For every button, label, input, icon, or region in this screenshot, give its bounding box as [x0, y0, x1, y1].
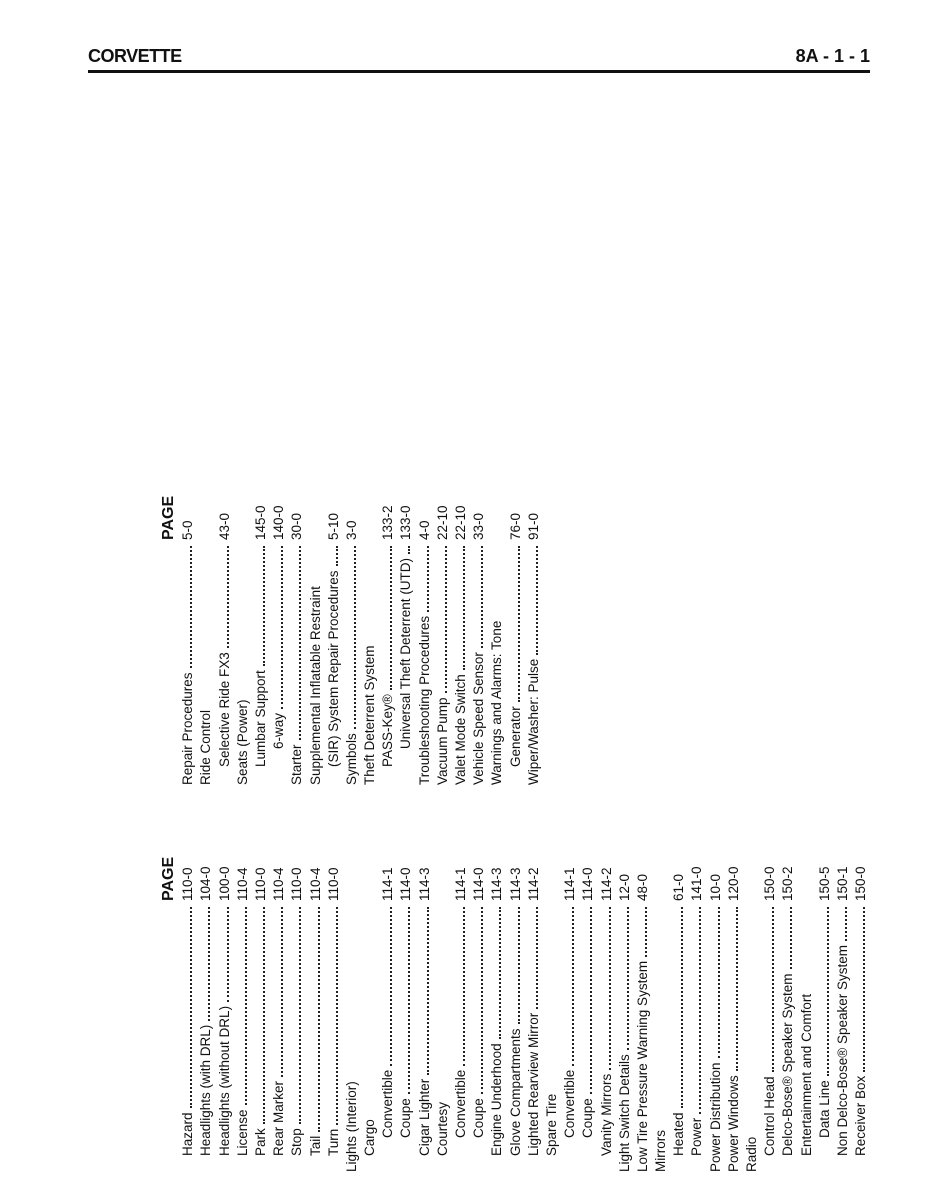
index-entry-label: Theft Deterrent System — [362, 645, 378, 785]
index-entry-page: 114-3 — [489, 867, 505, 901]
index-entry-page: 91-0 — [525, 512, 541, 540]
index-entry-label: Valet Mode Switch — [453, 674, 469, 785]
index-entry-label: License — [234, 1109, 250, 1156]
index-entry — [416, 831, 434, 1156]
index-entry-label: Spare Tire — [543, 1093, 559, 1156]
index-entry-label: Selective Ride FX3 — [216, 652, 232, 767]
index-column-1 — [160, 831, 870, 1172]
index-entry — [288, 470, 306, 785]
index-entry-label: Cigar Lighter — [416, 1078, 432, 1156]
index-entry — [416, 470, 434, 785]
index-entry-label: PASS-Key® — [380, 694, 396, 767]
dot-leader — [645, 907, 647, 957]
index-entry-label: Delco-Bose® Speaker System — [780, 973, 796, 1156]
index-entry-label: Repair Procedures — [180, 672, 196, 785]
dot-leader — [227, 907, 229, 1002]
page-header — [88, 46, 870, 73]
dot-leader — [772, 907, 774, 1072]
index-entry — [834, 831, 852, 1156]
index-entry — [197, 470, 215, 785]
index-entry-page: 114-2 — [598, 867, 614, 901]
index-entry-label: Power Windows — [725, 1075, 741, 1172]
index-entry-page: 114-1 — [562, 867, 578, 901]
index-entry — [670, 831, 688, 1156]
index-entry — [216, 470, 234, 785]
index-entry — [288, 831, 306, 1156]
page-column-heading — [160, 831, 178, 1156]
dot-leader — [208, 907, 210, 1021]
index-entry-label: Symbols — [343, 733, 359, 785]
index-entry — [361, 831, 379, 1156]
index-entry-label: Glove Compartments — [507, 1028, 523, 1156]
index-entry-page: 114-3 — [507, 867, 523, 901]
dot-leader — [390, 907, 392, 1066]
index-entry-label: Ride Control — [198, 709, 214, 785]
index-entry — [507, 831, 525, 1156]
index-entry-page: 10-0 — [707, 873, 723, 901]
index-entry-page: 110-0 — [180, 867, 196, 901]
index-entry-label: Stop — [289, 1128, 305, 1156]
index-entry — [816, 831, 834, 1156]
index-entry-page: 100-0 — [216, 866, 232, 901]
index-entry-label: Universal Theft Deterrent (UTD) — [398, 558, 414, 749]
index-entry — [325, 470, 343, 785]
index-entry — [579, 831, 597, 1156]
dot-leader — [354, 546, 356, 729]
index-entry-page: 114-0 — [580, 867, 596, 901]
dot-leader — [445, 546, 447, 693]
dot-leader — [427, 907, 429, 1075]
dot-leader — [408, 907, 410, 1094]
dot-leader — [281, 546, 283, 709]
index-entry-label: Generator — [507, 706, 523, 767]
index-entry — [798, 831, 816, 1156]
index-entry-page: 150-2 — [780, 866, 796, 901]
index-entry-page: 5-10 — [325, 512, 341, 540]
dot-leader — [408, 546, 410, 554]
dot-leader — [481, 907, 483, 1094]
index-entry-page: 22-10 — [453, 505, 469, 540]
index-entry — [725, 831, 743, 1172]
index-entry-page: 145-0 — [252, 505, 268, 540]
index-entry-label: Coupe — [580, 1098, 596, 1138]
index-entry — [561, 831, 579, 1156]
index-entry-page: 114-3 — [416, 867, 432, 901]
dot-leader — [845, 907, 847, 941]
index-column-2 — [160, 470, 543, 785]
page-heading-label: PAGE — [160, 856, 177, 901]
index-entry-label: Wiper/Washer: Pulse — [525, 658, 541, 785]
index-entry-label: Coupe — [398, 1098, 414, 1138]
index-entry-page: 33-0 — [471, 512, 487, 540]
dot-leader — [481, 546, 483, 648]
index-entry-page: 120-0 — [725, 866, 741, 901]
index-entry-page: 114-1 — [380, 867, 396, 901]
index-entry-label: Rear Marker — [271, 1080, 287, 1156]
index-entry — [598, 831, 616, 1156]
dot-leader — [572, 907, 574, 1066]
index-entry — [488, 470, 506, 785]
index-entry — [270, 831, 288, 1156]
index-entry-page: 76-0 — [507, 512, 523, 540]
index-entry-label: Starter — [289, 744, 305, 785]
index-entry-label: Hazard — [180, 1112, 196, 1156]
dot-leader — [263, 546, 265, 666]
dot-leader — [627, 907, 629, 1050]
index-entry — [543, 831, 561, 1156]
index-entry — [197, 831, 215, 1156]
index-entry-page: 150-5 — [816, 866, 832, 901]
index-entry — [525, 470, 543, 785]
dot-leader — [590, 907, 592, 1094]
dot-leader — [736, 907, 738, 1071]
dot-leader — [463, 907, 465, 1066]
dot-leader — [336, 907, 338, 1125]
index-entry — [743, 831, 761, 1172]
index-entry-label: Non Delco-Bose® Speaker System — [834, 944, 850, 1156]
index-entry — [270, 470, 288, 785]
index-entry-label: Supplemental Inflatable Restraint — [307, 586, 323, 785]
index-entry — [307, 831, 325, 1156]
index-entry — [852, 831, 870, 1156]
index-entry — [488, 831, 506, 1156]
dot-leader — [463, 546, 465, 670]
dot-leader — [190, 907, 192, 1108]
index-entry-label: Radio — [744, 1136, 760, 1172]
section-page-number: 8A - 1 - 1 — [795, 46, 870, 66]
dot-leader — [699, 907, 701, 1114]
index-entry-page: 150-0 — [853, 866, 869, 901]
index-entry-page: 61-0 — [671, 873, 687, 901]
index-entry-label: Headlights (without DRL) — [216, 1005, 232, 1156]
dot-leader — [336, 546, 338, 566]
index-entry-page: 104-0 — [198, 866, 214, 901]
index-entry — [525, 831, 543, 1156]
index-entry-page: 110-4 — [307, 867, 323, 901]
dot-leader — [299, 907, 301, 1124]
dot-leader — [518, 546, 520, 702]
index-entry-label: Data Line — [816, 1080, 832, 1138]
index-entry — [434, 831, 452, 1156]
dot-leader — [227, 546, 229, 648]
index-entry-label: Convertible — [562, 1069, 578, 1138]
index-entry — [634, 831, 652, 1172]
index-entry — [234, 470, 252, 785]
index-entry-label: Tail — [307, 1135, 323, 1156]
index-entry-label: 6-way — [271, 712, 287, 749]
index-entry-label: Convertible — [380, 1069, 396, 1138]
dot-leader — [299, 546, 301, 740]
index-entry-page: 30-0 — [289, 512, 305, 540]
index-entry-label: Cargo — [362, 1119, 378, 1156]
index-entry-label: (SIR) System Repair Procedures — [325, 570, 341, 767]
index-entry-label: Receiver Box — [853, 1075, 869, 1156]
index-entry-page: 48-0 — [634, 873, 650, 901]
index-entry — [616, 831, 634, 1172]
index-entry-page: 141-0 — [689, 866, 705, 901]
index-entry-page: 150-1 — [834, 866, 850, 901]
index-entry-label: Convertible — [453, 1069, 469, 1138]
index-entry-label: Courtesy — [434, 1101, 450, 1156]
index-entry-page: 4-0 — [416, 520, 432, 540]
index-entry-page: 150-0 — [762, 866, 778, 901]
dot-leader — [536, 546, 538, 655]
index-entry-label: Lumbar Support — [252, 670, 268, 767]
dot-leader — [827, 907, 829, 1076]
dot-leader — [790, 907, 792, 969]
index-entry-label: Vehicle Speed Sensor — [471, 652, 487, 785]
dot-leader — [281, 907, 283, 1077]
index-entry-page: 140-0 — [271, 505, 287, 540]
page-heading-label: PAGE — [160, 495, 177, 540]
dot-leader — [718, 907, 720, 1058]
index-entry — [452, 470, 470, 785]
index-entry — [688, 831, 706, 1156]
dot-leader — [245, 907, 247, 1105]
index-entry-page: 133-0 — [398, 505, 414, 540]
dot-leader — [499, 907, 501, 1039]
dot-leader — [681, 907, 683, 1108]
index-entry-label: Vacuum Pump — [434, 697, 450, 785]
index-entry-label: Control Head — [762, 1076, 778, 1156]
index-entry — [434, 470, 452, 785]
index-entry — [507, 470, 525, 785]
dot-leader — [863, 907, 865, 1072]
index-entry-label: Park — [252, 1128, 268, 1156]
dot-leader — [536, 907, 538, 1009]
dot-leader — [609, 907, 611, 1070]
dot-leader — [318, 907, 320, 1132]
index-entry — [343, 470, 361, 785]
index-entry-label: Power — [689, 1117, 705, 1156]
index-entry — [652, 831, 670, 1172]
index-entry-page: 12-0 — [616, 873, 632, 901]
index-entry-label: Coupe — [471, 1098, 487, 1138]
index-entry — [234, 831, 252, 1156]
manual-title: CORVETTE — [88, 46, 182, 66]
dot-leader — [263, 907, 265, 1124]
index-entry — [397, 831, 415, 1156]
index-entry-page: 5-0 — [180, 520, 196, 540]
index-entry-label: Power Distribution — [707, 1062, 723, 1172]
index-entry — [307, 470, 325, 785]
index-entry-label: Lights (Interior) — [343, 1081, 359, 1172]
index-entry-page: 114-0 — [471, 867, 487, 901]
index-entry-page: 3-0 — [343, 520, 359, 540]
index-entry — [252, 831, 270, 1156]
index-entry — [470, 831, 488, 1156]
index-entry-page: 43-0 — [216, 512, 232, 540]
dot-leader — [427, 546, 429, 612]
index-entry — [779, 831, 797, 1156]
index-entry — [216, 831, 234, 1156]
dot-leader — [518, 907, 520, 1024]
page-column-heading — [160, 470, 178, 785]
index-entry-page: 110-0 — [325, 867, 341, 901]
index-entry — [761, 831, 779, 1156]
index-entry-label: Low Tire Pressure Warning System — [634, 960, 650, 1172]
dot-leader — [390, 546, 392, 690]
index-entry-page: 133-2 — [380, 505, 396, 540]
index-entry-page: 22-10 — [434, 505, 450, 540]
index-entry-label: Engine Underhood — [489, 1043, 505, 1156]
index-entry-page: 110-0 — [289, 867, 305, 901]
index-entry — [179, 470, 197, 785]
index-entry-page: 114-0 — [398, 867, 414, 901]
index-entry — [452, 831, 470, 1156]
index-entry — [470, 470, 488, 785]
index-entry — [361, 470, 379, 785]
dot-leader — [190, 546, 192, 668]
index-entry-label: Entertainment and Comfort — [798, 993, 814, 1156]
index-entry-label: Headlights (with DRL) — [198, 1024, 214, 1156]
index-entry-label: Warnings and Alarms: Tone — [489, 620, 505, 785]
index-entry — [252, 470, 270, 785]
index-entry — [343, 831, 361, 1172]
index-entry — [397, 470, 415, 785]
index-entry — [179, 831, 197, 1156]
index-entry-page: 110-4 — [234, 867, 250, 901]
index-entry-page: 114-1 — [453, 867, 469, 901]
index-entry-page: 114-2 — [525, 867, 541, 901]
index-entry — [325, 831, 343, 1156]
index-entry-label: Troubleshooting Procedures — [416, 615, 432, 785]
index-entry — [707, 831, 725, 1172]
index-entry-page: 110-0 — [252, 867, 268, 901]
index-entry-label: Heated — [671, 1112, 687, 1156]
index-entry-label: Vanity Mirrors — [598, 1073, 614, 1156]
index-entry-label: Mirrors — [653, 1130, 669, 1172]
index-entry-label: Light Switch Details — [616, 1054, 632, 1172]
index-entry — [379, 831, 397, 1156]
index-entry-label: Seats (Power) — [234, 699, 250, 785]
index-entry — [379, 470, 397, 785]
index-entry-label: Lighted Rearview Mirror — [525, 1012, 541, 1156]
index-entry-label: Turn — [325, 1128, 341, 1156]
index-entry-page: 110-4 — [271, 867, 287, 901]
